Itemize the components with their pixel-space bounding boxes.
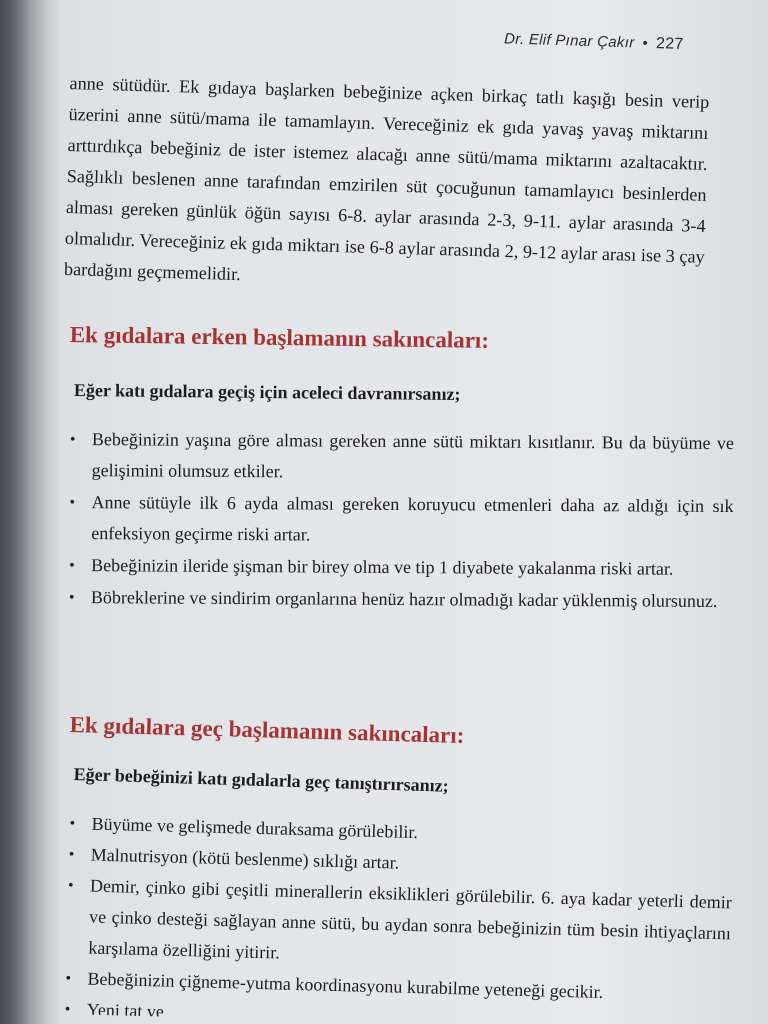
list-item-text: Anne sütüyle ilk 6 ayda alması gereken koruyucu etmenleri daha az aldığı için sık enfeksiyon geçirme riski artar. (91, 492, 734, 545)
subheading-late-start: Eğer bebeğinizi katı gıdalarla geç tanıştırırsanız; (73, 764, 449, 796)
subheading-early-start: Eğer katı gıdalara geçiş için aceleci davranırsanız; (73, 380, 461, 405)
list-item (66, 870, 732, 980)
bullet-dot: • (68, 588, 75, 607)
list-item (69, 550, 733, 585)
list-item-text: Malnutrisyon (kötü beslenme) sıklığı artar. (90, 844, 400, 873)
bullet-dot: • (69, 814, 76, 833)
bullet-dot: • (65, 969, 72, 988)
heading-early-start: Ek gıdalara erken başlamanın sakıncaları: (69, 322, 490, 353)
list-item-text: Bebeğinizin çiğneme-yutma koordinasyonu kurabilme yeteneği gecikir. (87, 968, 604, 1003)
bullet-dot: • (64, 1000, 71, 1019)
header-author: Dr. Elif Pınar Çakır (504, 30, 636, 52)
running-header (504, 30, 684, 54)
list-item-text: Büyüme ve gelişmede duraksama görülebilir. (91, 813, 419, 843)
list-item-text: Böbreklerine ve sindirim organlarına henüz hazır olmadığı kadar yüklenmiş olursunuz. (90, 587, 718, 611)
early-start-list (69, 424, 734, 618)
list-item-text: Bebeğinizin ileride şişman bir birey olma ve tip 1 diyabete yakalanma riski artar. (91, 555, 674, 579)
late-start-list (65, 808, 734, 1024)
bullet-dot: • (68, 845, 75, 864)
list-item-text: Bebeğinizin yaşına göre alması gereken anne sütü miktarı kısıtlanır. Bu da büyüme ve gelişimini olumsuz etkiler. (91, 429, 734, 482)
list-item (69, 582, 733, 617)
list-item-text: Yeni tat ve (86, 999, 165, 1022)
bullet-dot: • (69, 493, 76, 512)
list-item-text: Demir, çinko gibi çeşitli minerallerin eksiklikleri görülebilir. 6. aya kadar yeterli demir ve çinko desteği sağlayan anne sütü, bu aydan sonra bebeğinizin tüm besin ihtiyaçlarını karşılama özelliğini yitirir. (88, 875, 733, 963)
list-item (70, 424, 734, 490)
book-page (46, 0, 768, 1024)
intro-paragraph: anne sütüdür. Ek gıdaya başlarken bebeğinize açken birkaç tatlı kaşığı besin verip üzerini anne sütü/mama ile tamamlayın. Vereceğiniz ek gıda yavaş yavaş miktarını arttırdıkça bebeğiniz de ister istemez alacağı anne sütü/mama miktarını azaltacaktır. Sağlıklı beslenen anne tarafından emzirilen süt çocuğunun tamamlayıcı besinlerden alması gereken günlük öğün sayısı 6-8. aylar arasında 2-3, 9-11. aylar arasında 3-4 olmalıdır. Vereceğiniz ek gıda miktarı ise 6-8 aylar arasında 2, 9-12 aylar arası ise 3 çay bardağını geçmemelidir. (63, 72, 710, 285)
page-number: 227 (656, 35, 685, 53)
bullet-dot: • (69, 430, 76, 449)
bullet-dot: • (69, 556, 75, 575)
bullet-dot: • (67, 876, 74, 895)
list-item (69, 487, 733, 553)
heading-late-start: Ek gıdalara geç başlamanın sakıncaları: (69, 712, 465, 749)
header-separator: • (642, 34, 649, 52)
